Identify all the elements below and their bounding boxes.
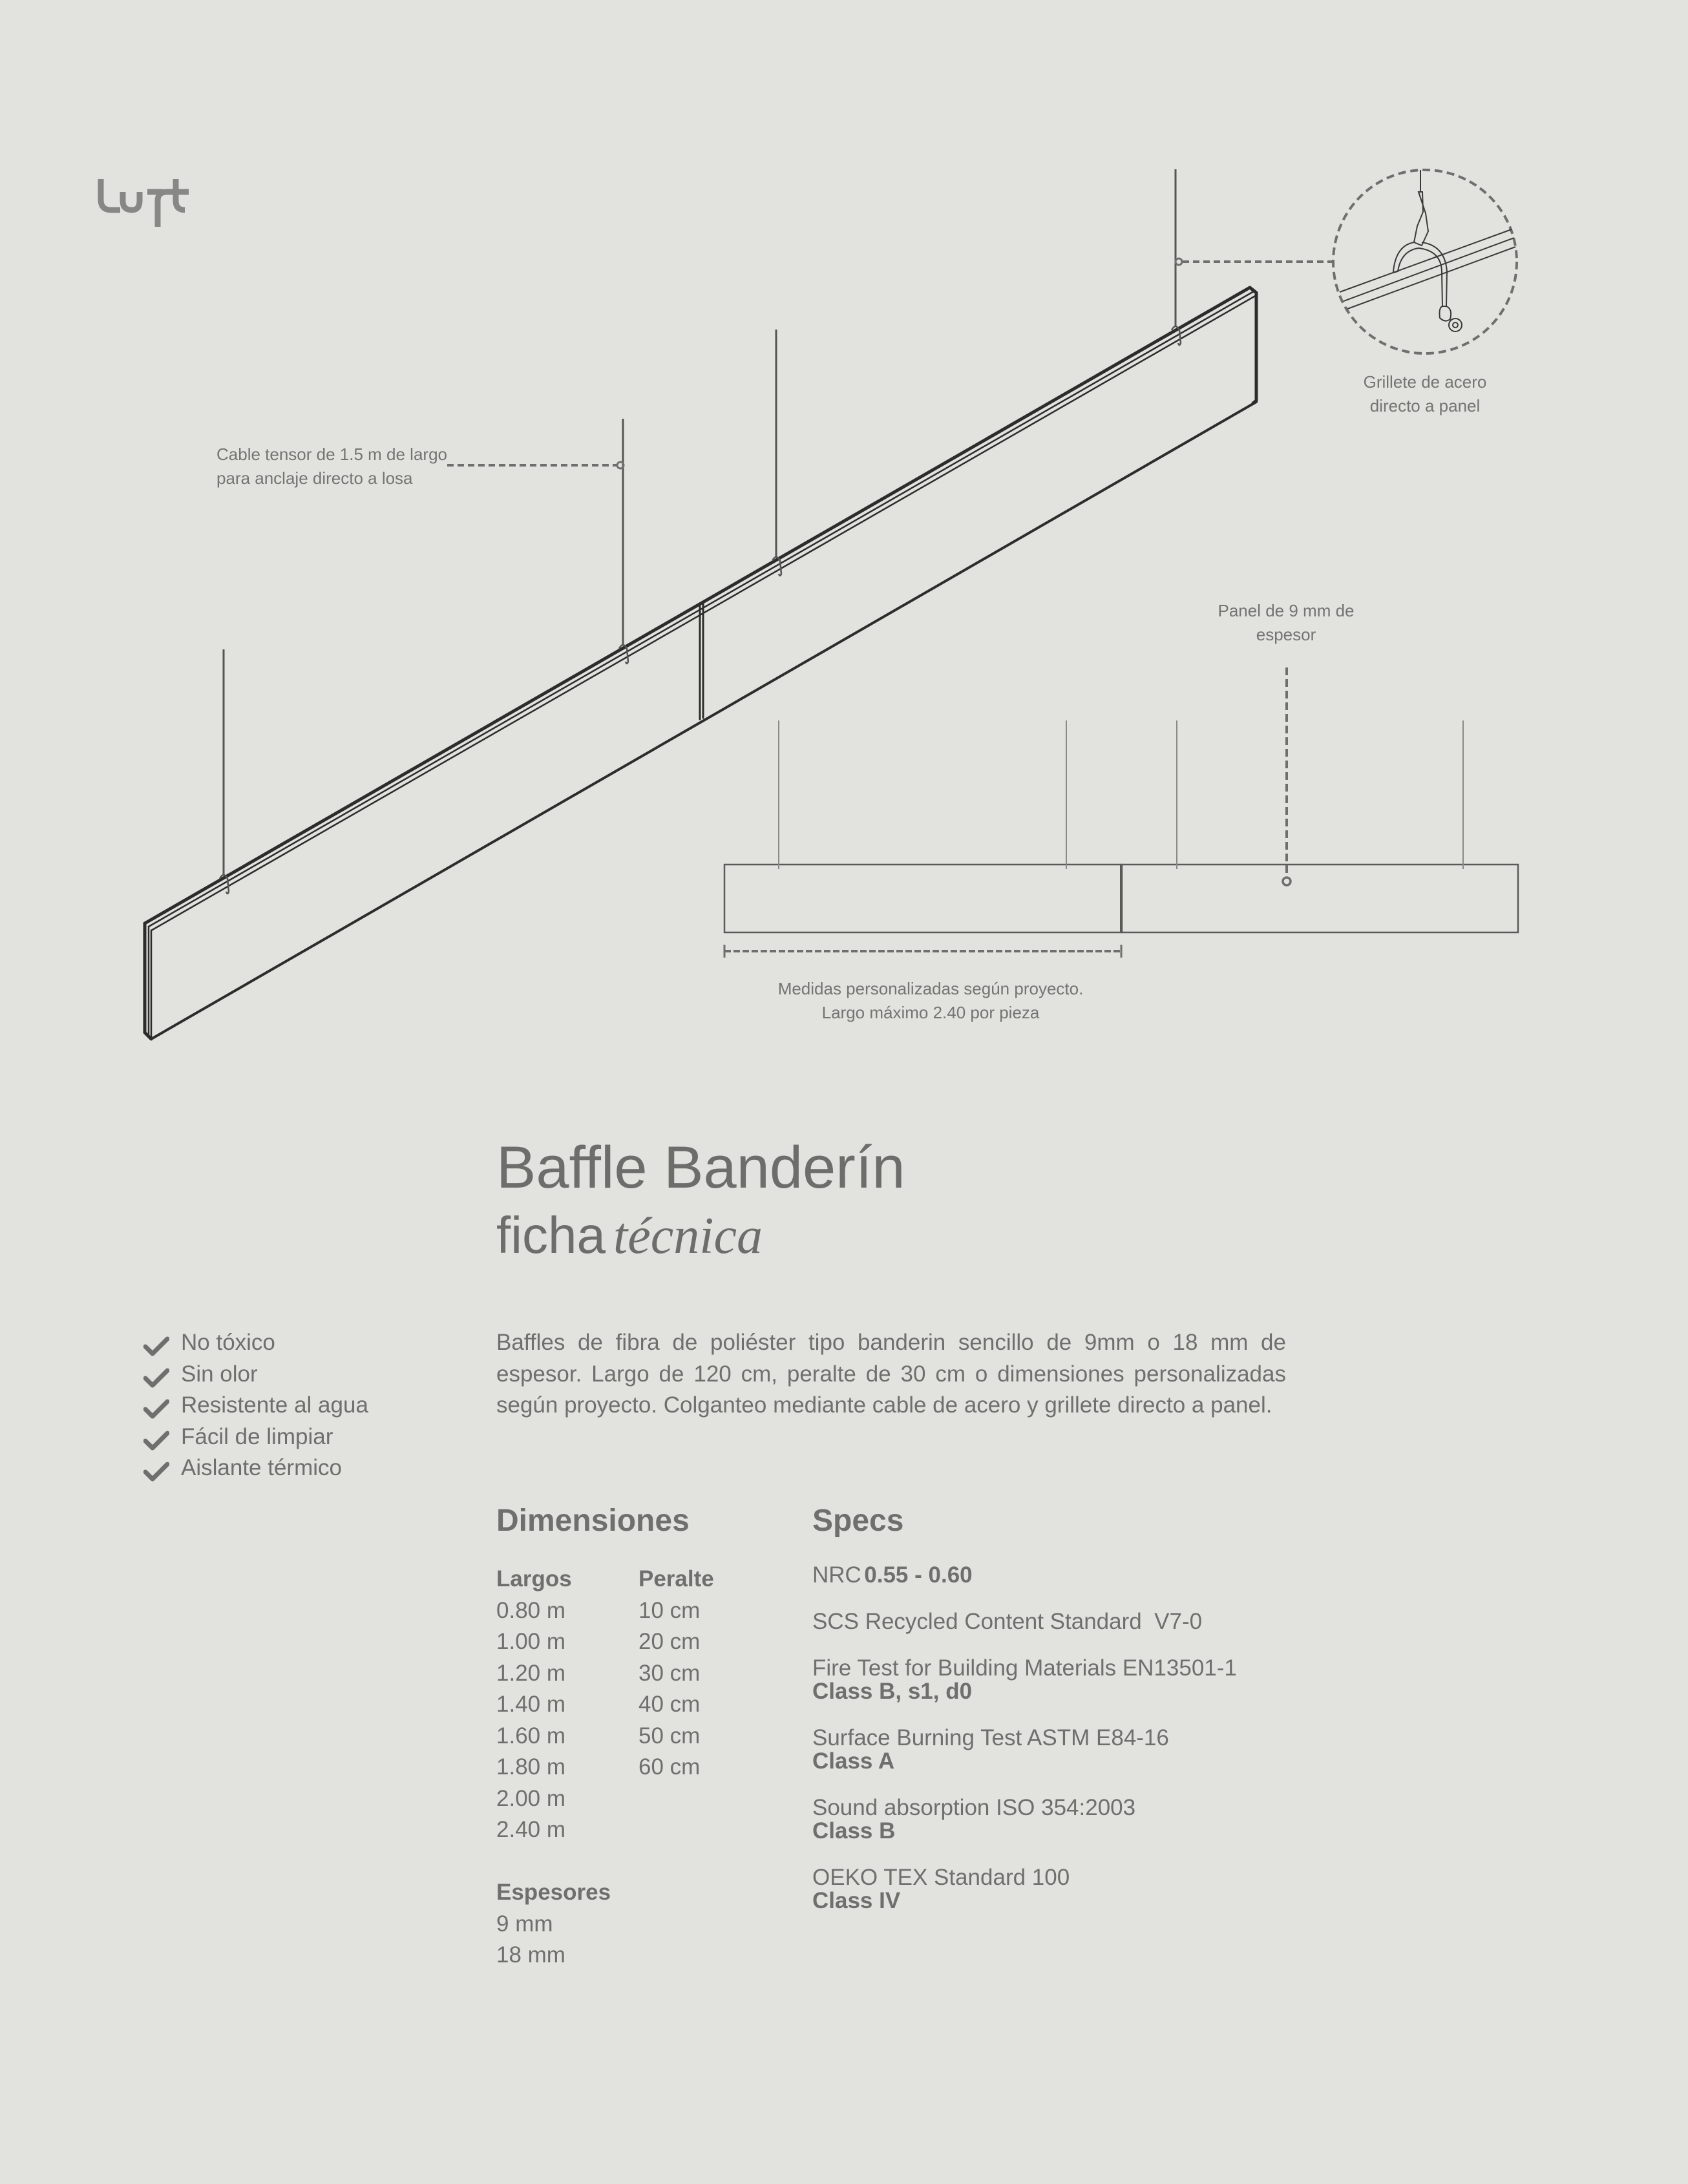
peralte-value: 30 cm xyxy=(638,1660,701,1686)
spec-label: NRC xyxy=(812,1562,861,1588)
largo-value: 1.20 m xyxy=(496,1660,565,1686)
panel-callout-line: Panel de 9 mm de xyxy=(1218,601,1355,620)
measures-callout-text xyxy=(730,977,1131,1025)
specs-list xyxy=(812,1564,1237,1936)
largos-column xyxy=(496,1564,572,1846)
feature-label: Fácil de limpiar xyxy=(181,1423,333,1449)
spec-value: Class IV xyxy=(812,1888,901,1913)
spec-value: Class B, s1, d0 xyxy=(812,1679,973,1704)
front-view-cables xyxy=(779,720,1463,869)
espesor-value: 9 mm xyxy=(496,1911,553,1937)
spec-item xyxy=(812,1727,1237,1773)
feature-item xyxy=(143,1327,368,1359)
dimensions-heading: Dimensiones xyxy=(496,1504,690,1538)
peralte-label: Peralte xyxy=(638,1566,714,1591)
peralte-column xyxy=(638,1564,714,1783)
spec-value: Class B xyxy=(812,1818,896,1843)
spec-label: OEKO TEX Standard 100 xyxy=(812,1865,1070,1890)
check-icon xyxy=(143,1398,169,1419)
cable-callout-line: Cable tensor de 1.5 m de largo xyxy=(216,445,447,464)
largo-value: 2.40 m xyxy=(496,1817,565,1842)
largo-value: 1.40 m xyxy=(496,1692,565,1717)
measures-callout-line: Largo máximo 2.40 por pieza xyxy=(821,1003,1040,1022)
cable-callout-line: para anclaje directo a losa xyxy=(216,468,413,488)
peralte-value: 40 cm xyxy=(638,1692,701,1717)
check-icon xyxy=(143,1367,169,1388)
espesores-label: Espesores xyxy=(496,1880,611,1905)
largo-value: 1.80 m xyxy=(496,1754,565,1780)
largos-label: Largos xyxy=(496,1566,572,1591)
spec-label: Surface Burning Test ASTM E84-16 xyxy=(812,1725,1169,1750)
shackle-callout-line: Grillete de acero xyxy=(1363,372,1487,392)
feature-label: No tóxico xyxy=(181,1330,275,1356)
largo-value: 2.00 m xyxy=(496,1785,565,1811)
suspension-cables xyxy=(224,169,1176,875)
spec-label: Fire Test for Building Materials EN13501-1 xyxy=(812,1655,1237,1681)
largo-value: 1.60 m xyxy=(496,1723,565,1748)
length-dimension-line xyxy=(724,945,1121,958)
peralte-value: 50 cm xyxy=(638,1723,701,1748)
specs-heading: Specs xyxy=(812,1504,904,1538)
feature-item xyxy=(143,1359,368,1391)
cable-callout-leader xyxy=(447,462,624,468)
check-icon xyxy=(143,1461,169,1482)
largo-value: 1.00 m xyxy=(496,1629,565,1654)
peralte-value: 10 cm xyxy=(638,1597,701,1623)
subtitle-plain: ficha xyxy=(496,1206,606,1264)
check-icon xyxy=(143,1430,169,1451)
spec-value: 0.55 - 0.60 xyxy=(864,1562,973,1588)
spec-label: SCS Recycled Content Standard V7-0 xyxy=(812,1609,1203,1634)
front-view-panels xyxy=(724,865,1518,932)
page-subtitle xyxy=(496,1203,905,1268)
panel-callout-text xyxy=(1189,599,1383,647)
spec-item xyxy=(812,1796,1237,1843)
spec-item xyxy=(812,1866,1237,1913)
shackle-callout-line: directo a panel xyxy=(1369,396,1481,415)
feature-label: Aislante térmico xyxy=(181,1455,342,1481)
largo-value: 0.80 m xyxy=(496,1597,565,1623)
check-icon xyxy=(143,1336,169,1356)
espesor-value: 18 mm xyxy=(496,1942,565,1968)
feature-label: Sin olor xyxy=(181,1361,258,1387)
feature-item xyxy=(143,1453,368,1484)
feature-item xyxy=(143,1422,368,1453)
title-block xyxy=(496,1132,905,1268)
feature-list xyxy=(143,1327,368,1484)
product-description: Baffles de fibra de poliéster tipo banderin sencillo de 9mm o 18 mm de espesor. Largo de 120 cm, peralte de 30 cm o dimensiones personalizadas según proyecto. Colganteo mediante cable de acero y grillete directo a panel. xyxy=(496,1330,1286,1418)
subtitle-italic: técnica xyxy=(613,1208,763,1265)
cable-callout-text xyxy=(216,443,447,490)
isometric-panel xyxy=(145,288,1256,1039)
spec-item xyxy=(812,1610,1237,1633)
spec-label: Sound absorption ISO 354:2003 xyxy=(812,1795,1136,1820)
peralte-value: 60 cm xyxy=(638,1754,701,1780)
feature-label: Resistente al agua xyxy=(181,1392,368,1418)
feature-item xyxy=(143,1390,368,1422)
spec-item xyxy=(812,1564,1237,1587)
shackle-detail-callout xyxy=(1176,170,1517,353)
spec-item xyxy=(812,1657,1237,1703)
shackle-callout-text xyxy=(1328,370,1522,418)
panel-callout-leader xyxy=(1283,667,1291,885)
measures-callout-line: Medidas personalizadas según proyecto. xyxy=(777,979,1084,998)
panel-callout-line: espesor xyxy=(1256,625,1316,644)
page-title: Baffle Banderín xyxy=(496,1135,905,1201)
espesores-column xyxy=(496,1877,611,1971)
peralte-value: 20 cm xyxy=(638,1629,701,1654)
spec-value: Class A xyxy=(812,1748,895,1774)
